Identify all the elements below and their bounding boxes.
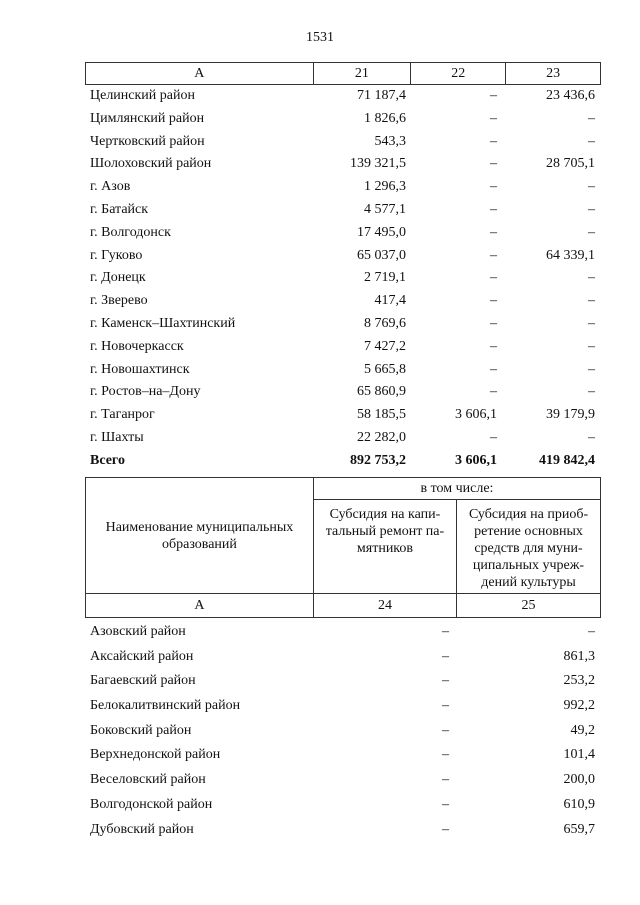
cell-col-22: – xyxy=(490,270,497,286)
municipality-name: г. Новочеркасск xyxy=(90,338,184,354)
cell-col-22: – xyxy=(490,384,497,400)
table-row xyxy=(90,131,595,154)
table1-header xyxy=(85,62,601,85)
table-row xyxy=(90,694,595,719)
table-total-row xyxy=(90,450,595,473)
table2-header-col-25: Субсидия на приоб-ретение основных средств для муни-ципальных учреж-дений культуры xyxy=(457,500,601,594)
cell-col-23: 23 436,6 xyxy=(546,88,595,103)
municipality-name: г. Зверево xyxy=(90,293,148,309)
cell-col-23: 64 339,1 xyxy=(546,247,595,263)
cell-col-24: – xyxy=(442,796,449,812)
cell-col-23: – xyxy=(588,338,595,354)
table-row xyxy=(90,645,595,670)
cell-col-21: 65 860,9 xyxy=(357,384,406,400)
cell-col-25: 992,2 xyxy=(563,698,595,714)
cell-col-25: 253,2 xyxy=(563,673,595,689)
municipality-name: Азовский район xyxy=(90,624,186,639)
municipality-name: Аксайский район xyxy=(90,648,194,664)
cell-col-22: – xyxy=(490,315,497,331)
cell-col-22: – xyxy=(490,179,497,195)
municipality-name: г. Таганрог xyxy=(90,407,155,423)
table2-body xyxy=(90,620,595,842)
table-row xyxy=(90,245,595,268)
cell-col-21: 543,3 xyxy=(374,133,406,149)
cell-col-25: – xyxy=(588,624,595,639)
cell-col-22: – xyxy=(490,88,497,103)
cell-col-21: 71 187,4 xyxy=(357,88,406,103)
cell-col-22: – xyxy=(490,133,497,149)
table2-index-25: 25 xyxy=(457,594,601,618)
municipality-name: Веселовский район xyxy=(90,772,206,788)
cell-col-23: – xyxy=(588,179,595,195)
cell-col-22: – xyxy=(490,361,497,377)
table-row xyxy=(90,427,595,450)
cell-col-22: – xyxy=(490,247,497,263)
cell-col-23: – xyxy=(588,110,595,126)
cell-col-23: – xyxy=(588,429,595,445)
municipality-name: г. Батайск xyxy=(90,201,149,217)
cell-col-22: – xyxy=(490,110,497,126)
total-col-21: 892 753,2 xyxy=(350,452,406,468)
cell-col-23: – xyxy=(588,293,595,309)
table2-header-group: в том числе: xyxy=(313,478,600,500)
cell-col-22: – xyxy=(490,224,497,240)
municipality-name: Чертковский район xyxy=(90,133,205,149)
cell-col-21: 22 282,0 xyxy=(357,429,406,445)
table-row xyxy=(90,199,595,222)
municipality-name: Волгодонской район xyxy=(90,796,213,812)
cell-col-23: 28 705,1 xyxy=(546,156,595,172)
municipality-name: Верхнедонской район xyxy=(90,747,221,763)
cell-col-21: 58 185,5 xyxy=(357,407,406,423)
cell-col-21: 4 577,1 xyxy=(364,201,406,217)
cell-col-24: – xyxy=(442,821,449,837)
table-row xyxy=(90,267,595,290)
municipality-name: г. Шахты xyxy=(90,429,144,445)
table1-header-col-22: 22 xyxy=(411,63,506,85)
table-row xyxy=(90,153,595,176)
table-row xyxy=(90,222,595,245)
cell-col-21: 2 719,1 xyxy=(364,270,406,286)
table1-header-col-a: А xyxy=(86,63,314,85)
cell-col-24: – xyxy=(442,772,449,788)
cell-col-25: 659,7 xyxy=(563,821,595,837)
municipality-name: Дубовский район xyxy=(90,821,194,837)
table2-index-a: А xyxy=(86,594,314,618)
table-row xyxy=(90,620,595,645)
table-row xyxy=(90,743,595,768)
municipality-name: Целинский район xyxy=(90,88,195,103)
table-row xyxy=(90,719,595,744)
cell-col-21: 17 495,0 xyxy=(357,224,406,240)
table1-body xyxy=(90,85,595,473)
table2-header xyxy=(85,477,601,618)
table-row xyxy=(90,176,595,199)
cell-col-22: – xyxy=(490,201,497,217)
table-row xyxy=(90,669,595,694)
cell-col-25: 861,3 xyxy=(563,648,595,664)
cell-col-22: – xyxy=(490,338,497,354)
municipality-name: Цимлянский район xyxy=(90,110,205,126)
table-row xyxy=(90,818,595,843)
cell-col-21: 1 826,6 xyxy=(364,110,406,126)
cell-col-25: 49,2 xyxy=(570,722,595,738)
cell-col-21: 65 037,0 xyxy=(357,247,406,263)
cell-col-24: – xyxy=(442,698,449,714)
cell-col-23: – xyxy=(588,270,595,286)
cell-col-24: – xyxy=(442,722,449,738)
total-col-22: 3 606,1 xyxy=(455,452,497,468)
cell-col-25: 101,4 xyxy=(563,747,595,763)
municipality-name: г. Новошахтинск xyxy=(90,361,190,377)
table-row xyxy=(90,290,595,313)
cell-col-23: – xyxy=(588,384,595,400)
table1-header-col-21: 21 xyxy=(313,63,411,85)
cell-col-21: 5 665,8 xyxy=(364,361,406,377)
cell-col-23: – xyxy=(588,133,595,149)
total-label: Всего xyxy=(90,452,125,468)
table-row xyxy=(90,359,595,382)
cell-col-24: – xyxy=(442,624,449,639)
cell-col-22: 3 606,1 xyxy=(455,407,497,423)
page-number: 1531 xyxy=(306,30,334,45)
municipality-name: Боковский район xyxy=(90,722,192,738)
cell-col-21: 7 427,2 xyxy=(364,338,406,354)
municipality-name: Белокалитвинский район xyxy=(90,698,241,714)
municipality-name: г. Гуково xyxy=(90,247,143,263)
cell-col-23: 39 179,9 xyxy=(546,407,595,423)
table1-header-col-23: 23 xyxy=(506,63,601,85)
cell-col-22: – xyxy=(490,293,497,309)
table2-header-col-24: Субсидия на капи-тальный ремонт па-мятников xyxy=(313,500,456,594)
municipality-name: Шолоховский район xyxy=(90,156,212,172)
cell-col-24: – xyxy=(442,648,449,664)
cell-col-23: – xyxy=(588,201,595,217)
municipality-name: г. Каменск–Шахтинский xyxy=(90,315,236,331)
cell-col-25: 610,9 xyxy=(563,796,595,812)
table-row xyxy=(90,768,595,793)
cell-col-21: 417,4 xyxy=(374,293,406,309)
cell-col-21: 1 296,3 xyxy=(364,179,406,195)
cell-col-23: – xyxy=(588,361,595,377)
cell-col-22: – xyxy=(490,156,497,172)
table-row xyxy=(90,404,595,427)
table-row xyxy=(90,85,595,108)
table-row xyxy=(90,793,595,818)
municipality-name: г. Волгодонск xyxy=(90,224,171,240)
municipality-name: г. Ростов–на–Дону xyxy=(90,384,201,400)
total-col-23: 419 842,4 xyxy=(539,452,595,468)
municipality-name: г. Донецк xyxy=(90,270,146,286)
table2-header-name: Наименование муниципальных образований xyxy=(86,478,314,594)
cell-col-23: – xyxy=(588,224,595,240)
cell-col-21: 139 321,5 xyxy=(350,156,406,172)
table-row xyxy=(90,336,595,359)
cell-col-21: 8 769,6 xyxy=(364,315,406,331)
cell-col-23: – xyxy=(588,315,595,331)
cell-col-22: – xyxy=(490,429,497,445)
table-row xyxy=(90,313,595,336)
table-row xyxy=(90,381,595,404)
cell-col-25: 200,0 xyxy=(563,772,595,788)
cell-col-24: – xyxy=(442,673,449,689)
municipality-name: г. Азов xyxy=(90,179,131,195)
table2-index-24: 24 xyxy=(313,594,456,618)
table-row xyxy=(90,108,595,131)
municipality-name: Багаевский район xyxy=(90,673,196,689)
cell-col-24: – xyxy=(442,747,449,763)
